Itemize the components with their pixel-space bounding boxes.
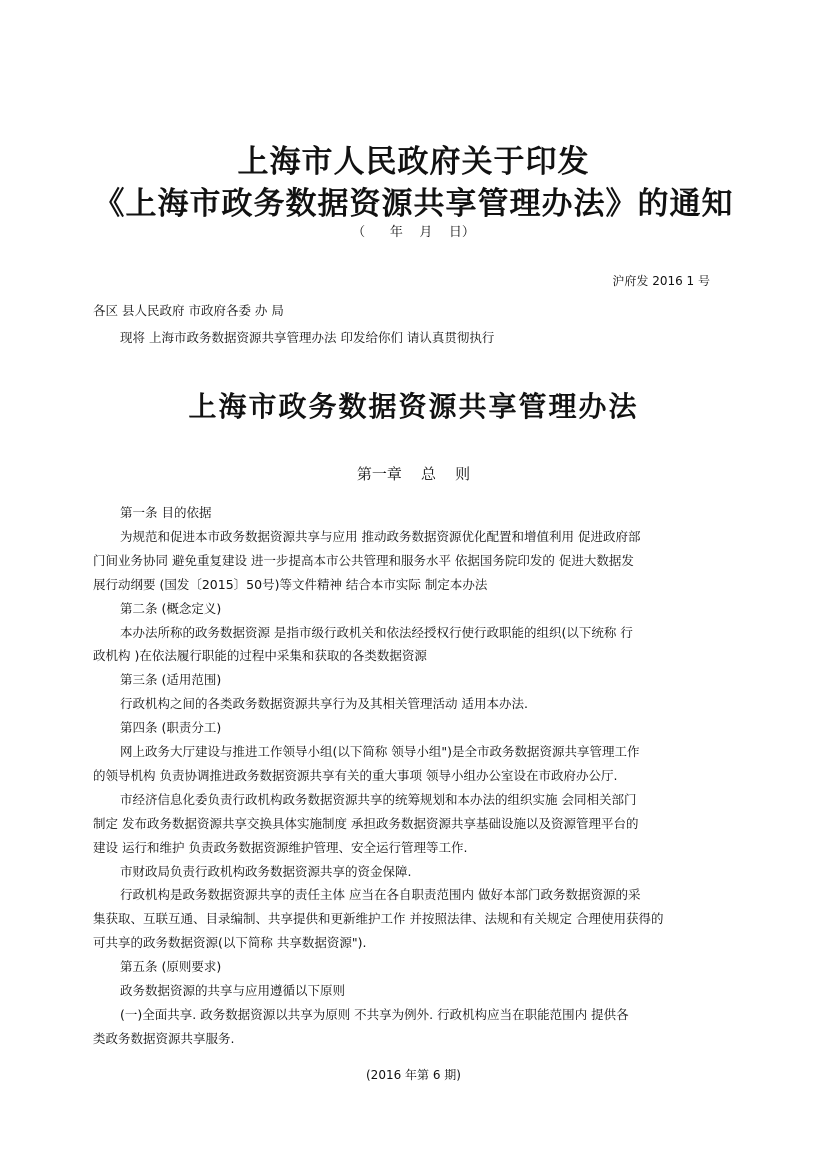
issue-date: （ 年 月 日） [352, 225, 475, 240]
addressee: 各区 县人民政府 市政府各委 办 局 [93, 303, 284, 318]
body-line: 行政机构之间的各类政务数据资源共享行为及其相关管理活动 适用本办法. [120, 696, 528, 712]
article-heading: 第五条 (原则要求) [120, 959, 222, 975]
body-line: 可共享的政务数据资源(以下简称 共享数据资源"). [93, 935, 367, 951]
body-line: (一)全面共享. 政务数据资源以共享为原则 不共享为例外. 行政机构应当在职能范围内 提供各 [120, 1006, 629, 1022]
body-line: 类政务数据资源共享服务. [93, 1030, 235, 1046]
body-line: 为规范和促进本市政务数据资源共享与应用 推动政务数据资源优化配置和增值利用 促进政府部 [120, 528, 641, 544]
article-heading: 第三条 (适用范围) [120, 672, 222, 688]
intro-paragraph: 现将 上海市政务数据资源共享管理办法 印发给你们 请认真贯彻执行 [120, 330, 495, 345]
body-line: 的领导机构 负责协调推进政务数据资源共享有关的重大事项 领导小组办公室设在市政府办公厅. [93, 767, 618, 783]
article-heading: 第二条 (概念定义) [120, 600, 222, 616]
body-line: 网上政务大厅建设与推进工作领导小组(以下简称 领导小组")是全市政务数据资源共享管理工作 [120, 744, 640, 759]
issue-footer: (2016 年第 6 期) [366, 1068, 461, 1082]
notice-title-line2: 《上海市政务数据资源共享管理办法》的通知 [93, 186, 734, 222]
body-line: 制定 发布政务数据资源共享交换具体实施制度 承担政务数据资源共享基础设施以及资源管理平台的 [93, 815, 639, 831]
regulation-title: 上海市政务数据资源共享管理办法 [188, 390, 639, 423]
body-line: 集获取、互联互通、目录编制、共享提供和更新维护工作 并按照法律、法规和有关规定 合理使用获得的 [93, 911, 664, 927]
body-line: 本办法所称的政务数据资源 是指市级行政机关和依法经授权行使行政职能的组织(以下统称 行 [120, 624, 633, 640]
document-number: 沪府发 2016 1 号 [612, 274, 710, 288]
body-line: 市经济信息化委负责行政机构政务数据资源共享的统筹规划和本办法的组织实施 会同相关部门 [120, 791, 637, 807]
article-heading: 第一条 目的依据 [120, 505, 212, 520]
article-heading: 第四条 (职责分工) [120, 720, 222, 736]
body-line: 政机构 )在依法履行职能的过程中采集和获取的各类数据资源 [93, 648, 427, 664]
body-line: 市财政局负责行政机构政务数据资源共享的资金保障. [120, 863, 412, 879]
body-line: 行政机构是政务数据资源共享的责任主体 应当在各自职责范围内 做好本部门政务数据资源的采 [120, 887, 641, 903]
body-line: 建设 运行和维护 负责政务数据资源维护管理、安全运行管理等工作. [93, 839, 468, 855]
body-line: 展行动纲要 (国发〔2015〕50号)等文件精神 结合本市实际 制定本办法 [93, 576, 488, 592]
notice-title-line1: 上海市人民政府关于印发 [237, 144, 590, 180]
body-line: 门间业务协同 避免重复建设 进一步提高本市公共管理和服务水平 依据国务院印发的 促进大数据发 [93, 552, 634, 568]
chapter-heading: 第一章 总 则 [356, 465, 471, 483]
body-line: 政务数据资源的共享与应用遵循以下原则 [120, 983, 346, 998]
